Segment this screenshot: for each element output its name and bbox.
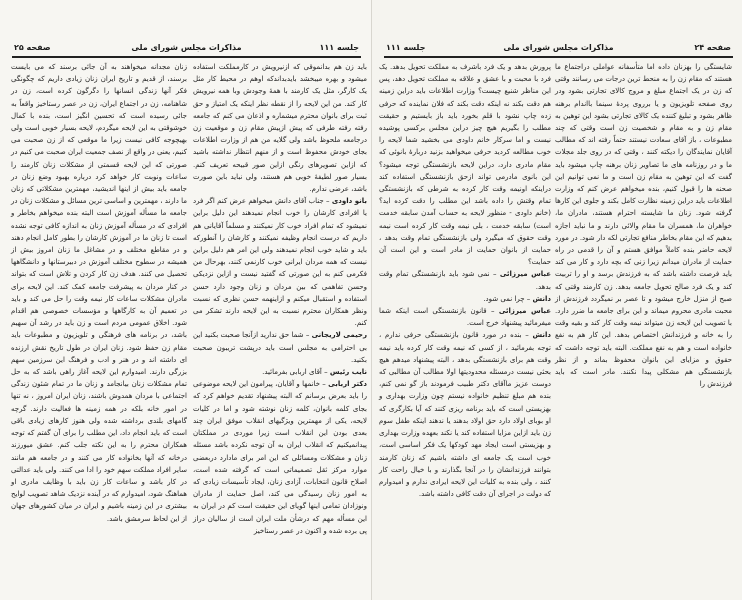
text-column-right: [193, 61, 367, 537]
text-column-left: [11, 61, 187, 525]
paragraph: [555, 61, 732, 390]
paragraph-text: قانون بازنشستگی است اینکه شما میفرمائید پیشنهاد خرج است.: [379, 307, 551, 328]
speaker-name: بانو داودی: [331, 197, 368, 206]
text-column-left: [379, 61, 551, 500]
speaker-name: نایب رئیس: [329, 368, 367, 377]
paragraph: [193, 61, 367, 195]
speaker-name: عباس میرزائی: [498, 307, 551, 316]
paragraph-text: جناب آقای دانش میخواهم عرض کنم اگر فرد یا افرادی کارشان را خوب انجام نمیدهند این دلیل براین نمیشود که تمام افراد خوب کار نمیکنند و مسلماً آقایانی هم داریم که درست انجام وظیفه نمیکنند و کارشان را آنطورکه باید و شاید خوب انجام نمیدهند ولی این امر هم دلیل براین نیست که همه مردان ایرانی خوب کارنمی کنند، بهرحال من فکرمی کنم به این صورتی که گفتید نیست و ازاین نزدیکی وحسن تفاهمی که بین مردان و زنان وجود دارد حسن استفاده و استقبال میکنم و ازاینهمه حسن نظری که نسبت ونظر همکاران محترم نسبت به این لایحه دارند تشکر می کنم.: [193, 197, 367, 328]
paragraph: عباس میرزائی – قانون بازنشستگی است اینکه شما میفرمائید پیشنهاد خرج است.: [379, 307, 551, 328]
page-header: [384, 42, 733, 58]
page-header: [12, 42, 361, 58]
paragraph: [379, 61, 551, 268]
paragraph-text: باید زن هم بدانموقی که ازنیرویش در کارمملکت استفاده میشود و بهره میبخشد بایدبداندکه اوهم در محیط کار مثل یک کارگر، مثل یک کارمند با همهٔ وجودش وبا همه نیرویش کار کند. من این لایحه را از نقطه نظر اینکه یک امتیاز و حق ثبت برای بانوان محترم میشماره و اذعان می کنم که جامعه رفته رفته طرفی که پیش ازپیش مقام زن و موقعیت زن درجامعه ملحوظ باشد ولی گلایه من هم از وزارت اطلاعات بجای خودش محفوظ است و از منهم انتظار نداشته باشید که ازاین تصویرهای رنگی ازاین صور قبیحه تعریف کنم. بسیار صور لطیفهٔ خوبی هم هستند، ولی نباید باین صورت باشد، عرضی ندارم.: [193, 63, 367, 194]
paragraph-text: بنده در مورد قانون بازنشستگی حرفی ندارم ، توجه بفرمائید ، از کسی که نیمه وقت کار کرده باید نیمه وقت هم برای بازنشستگی بدهد ، البته پیشنهاد میدهم هیچ بحثی نیست درمسئله محدودیتها اولا مطالب آن مطالبی که دوست عزیز ماآقای دکتر طبیب فرمودند باز گو نمی کنم، بنده هم مبلغ تنظیم خانواده نیستم چون وزارت بهداری و بهزیستی است که باید برنامه ریزی کنند که آیا بکارگری که او بوبای اولاد دارد حق اولاد بدهند یا ندهند اینکه طفل سوم زن باید ازاین مزایا استفاده کند یا نکند بعهده وزارت بهداری و بهزیستی است ایجاد مهد کودکها یک فکر اساسی است، خوب است یک جامعه ای داشته باشیم که زنان کارمند بتوانند فرزندانشان را در آنجا بگذارند و با خیال راحت کار کنند ، ولی بنده به کلیات این لایحه ایرادی ندارم و امیدوارم که دولت در اجرای آن دقت کافی داشته باشد.: [379, 331, 551, 499]
paragraph: رحیمی لاریجانی – شما حق ندارید ازآنجا صحبت بکنید این بی احترامی به مجلس است باید درپشت تریبون صحبت بکنید.: [193, 331, 368, 364]
paragraph-text: شما حق ندارید ازآنجا صحبت بکنید این بی احترامی به مجلس است باید درپشت تریبون صحبت بکنید.: [193, 331, 367, 364]
paragraph-text: خانمها و آقایان، پیرامون این لایحه موضوعی را باید بعرض برسانم که البته پیشنهاد تقدیم خواهم کرد که بجای کلمه بانوان، کلمه زنان نوشته شود و اما در کلیات لایحه، یکی از مهمترین ویژگیهای انقلاب موفق ایران چند بعدی بودن این انقلاب است زیرا موردی در مملکتان پیدانمیکنیم که انقلاب ایران به آن توجه نکرده باشد مسئله زنان و مشکلات ومسائلی که این امر برای مادارد دربعضی موارد مرکز ثقل تصمیماتی است که گرفته شده است، اصلاح قانون انتخابات، آزادی زنان، ایجاد تأسیسات زیادی که به امور زنان رسیدگی می کند، اصل حمایت از مادران ونوزادان تمامی اینها گویای این حقیقت است کم در ایران به این مسأله مهم که درشأن ملت ایران است از سالیان دراز پی برده شده و اکنون در عصر رستاخیز: [193, 380, 367, 535]
paragraph-text: آقای اربابی بفرمائید.: [262, 368, 322, 377]
speaker-name: رحیمی لاریجانی: [311, 331, 368, 340]
running-title: مذاکرات مجلس شورای ملی: [131, 43, 242, 52]
paragraph: نایب رئیس – آقای اربابی بفرمائید.: [262, 368, 367, 377]
paragraph: بانو داودی – جناب آقای دانش میخواهم عرض کنم اگر فرد یا افرادی کارشان را خوب انجام نمیدهند این دلیل براین نمیشود که تمام افراد خوب کار نمیکنند و مسلماً آقایانی هم داریم که درست انجام وظیفه نمیکنند و کارشان را آنطورکه باید و شاید خوب انجام نمیدهند ولی این امر هم دلیل براین نیست که همه مردان ایرانی خوب کارنمی کنند، بهرحال من فکرمی کنم به این صورتی که گفتید نیست و ازاین نزدیکی وحسن تفاهمی که بین مردان و زنان وجود دارد حسن استفاده و استقبال میکنم و ازاینهمه حسن نظری که نسبت ونظر همکاران محترم نسبت به این لایحه دارند تشکر می کنم.: [193, 197, 368, 328]
paragraph-text: زنان مجدانه میخواهند به آن جائی برسند که می بایست برسند، از قدیم و تاریخ ایران زنان زیادی داریم که چگونگی فکر آنها زندگی انسانها را دگرگون کرده است، زن در شاهنامه، زن در اجتماع ایران، زن در عصر رستاخیز واقعاً به جائی رسیده است که تحسین انگیز است، بنده با کمال خوشوقتی به این لایحه میگردم، لایحه بسیار خوبی است ولی بهیچوجه کافی نیست زیرا ما موقعی که از زن صحبت می کنیم، یعنی در واقع از نصف جمعیت ایران صحبت می کنیم در صورتی که این لایحه قسمتی از مشکلات زنان کارمند را ساعات ونوبت کار خواهد کرد درباره بهبود وضع زنان در جامعه باید بیش از اینها اندیشید، مهمترین مشکلاتی که زنان ما دارند ، مهمترین و اساسی ترین مسائل و مشکلات زنان در جامعه ما مسأله آموزش است البته بنده میخواهم بخاطر و افرادی که در مسأله آموزش زنان به اندازه کافی توجه نشده است تا زنان ما در آموزش کارشان را بطور کامل انجام دهند و در مقاطع مختلف و در مشاغل ما زنان امروز بیش از همیشه در سطوح مختلف آموزش در دبیرستانها و دانشگاهها تحصیل می کنند. هدف زن کار کردن و تلاش است که بتواند در کنار مردان به پیشرفت جامعه کمک کند. این لایحه برای مادران مشکلات ساعات کار نیمه وقت را حل می کند و باید در تعمیم آن به کارگاهها و مؤسسات خصوصی هم اقدام شود. اخلاق عمومی مردم است و زن باید در رشد آن سهیم باشد، در برنامه های فرهنگی و تلویزیون و مطبوعات باید مقام زن حفظ شود. زنان ایران در طول تاریخ نقش ارزنده ای داشته اند و در هنر و ادب و فرهنگ این سرزمین سهم بزرگی دارند. امیدوارم این لایحه آغاز راهی باشد که به حل تمام مشکلات زنان بیانجامد و زنان ما در تمام شئون زندگی اجتماعی با مردان همدوش باشند، زنان ایران امروز ، نه تنها در امور خانه بلکه در همه زمینه ها فعالیت دارند. گرچه گامهای بلندی برداشته شده ولی هنوز کارهای زیادی باقی است که باید انجام داد، این مطلب را برای آن گفتم که توجه همکاران محترم را به این نکته جلب کنم. عشق میورزند درخانه که آنها بخانواده کار می کنند و در جامعه هم مانند سایر افراد مملکت سهم خود را ادا می کنند. ولی باید عدالتی در کار باشد و ساعات کار زن باید با وظایف مادری او هماهنگ شود، امیدوارم که در آینده نزدیک شاهد تصویب لوایح بیشتری در این زمینه باشیم و ایران در میان کشورهای جهان از این لحاظ سرمشق باشد.: [11, 63, 187, 523]
paragraph-text: نمی شود باید بازنشستگی تمام وقت بدهد.: [379, 270, 551, 291]
session-number: جلسه ۱۱۱: [319, 43, 359, 52]
paragraph-text: چرا نمی شود.: [483, 294, 525, 303]
speaker-name: عباس میرزائی: [499, 270, 552, 279]
text-column-right: [555, 61, 732, 390]
session-number: جلسه ۱۱۱: [386, 43, 426, 52]
paragraph: دانش – بنده در مورد قانون بازنشستگی حرفی ندارم ، توجه بفرمائید ، از کسی که نیمه وقت کار کرده باید نیمه وقت هم برای بازنشستگی بدهد ، البته پیشنهاد میدهم هیچ بحثی نیست درمسئله محدودیتها اولا مطالب آن مطالبی که دوست عزیز ماآقای دکتر طبیب فرمودند باز گو نمی کنم، بنده هم مبلغ تنظیم خانواده نیستم چون وزارت بهداری و بهزیستی است که باید برنامه ریزی کنند که آیا بکارگری که او بوبای اولاد دارد حق اولاد بدهند یا ندهند اینکه طفل سوم زن باید ازاین مزایا استفاده کند یا نکند بعهده وزارت بهداری و بهزیستی است ایجاد مهد کودکها یک فکر اساسی است، خوب است یک جامعه ای داشته باشیم که زنان کارمند بتوانند فرزندانشان را در آنجا بگذارند و با خیال راحت کار کنند ، ولی بنده به کلیات این لایحه ایرادی ندارم و امیدوارم که دولت در اجرای آن دقت کافی داشته باشد.: [379, 331, 552, 499]
paragraph: دانش – چرا نمی شود.: [483, 294, 551, 303]
paragraph: [11, 61, 187, 525]
paragraph-text: شایستگی را بهزنان داده اما متأسفانه عواملی دراجتماع ما هستند که مقام زن را به منحط ترین درجات می رسانند وقتی که زن در یک اجتماع مبلغ و مروج کالای تجارتی بشود ودر روی صفحه تلویزیون و یا برروی پردهٔ سینما بااندام برهنه ظاهر بشود و تبلیغ کننده یک کالای تجارتی بشود این توهین به مقام زن و به مقام و شخصیت زن است وقتی که چند مطبوعات ، باز آقای سعادت نیستند حتماً رفته اند که مطالب آقایان نمایندگان را دیکته کنند ، وقتی که در روی جلد مجلات ما و در روزنامه های ما تصاویر زنان برهنه چاپ میشود باید گفت که این توهین به مقام زن است و ما نمی توانیم این صحنه ها را قبول کنیم، بنده میخواهم عرض کنم که وزارت اطلاعات باید دراین زمینه نظارت کامل بکند و جلوی این کارها گرفته شود. زنان ما شایسته احترام هستند، مادران ما، خواهران ما، همسران ما مقام والائی دارند و ما نباید اجازه بدهیم که این مقام بخاطر منافع تجارتی لکه دار شود. در مورد لایحه حاضر بنده کاملاً موافق هستم و آن را قدمی در راه حمایت از مادران میدانم زیرا زنی که بچه دارد و کار می کند باید فرصت داشته باشد که به فرزندش برسد و او را تربیت کند و یک فرد صالح تحویل جامعه بدهد. زن کارمند وقتی که صبح از منزل خارج میشود و تا عصر بر نمیگردد فرزندش از محبت مادری محروم میماند و این برای جامعه ما ضرر دارد. با تصویب این لایحه زن میتواند نیمه وقت کار کند و بقیه وقت را به خانه و فرزندانش اختصاص بدهد. این کار هم به نفع خانواده است و هم به نفع مملکت. البته باید توجه داشت که حقوق و مزایای این بانوان محفوظ بماند و از نظر بازنشستگی هم مشکلی پیدا نکنند. مادر است که باید فرزندش را: [555, 63, 732, 389]
paragraph: عباس میرزائی – نمی شود باید بازنشستگی تمام وقت بدهد.: [379, 270, 552, 291]
paragraph: دکتر اربابی – خانمها و آقایان، پیرامون این لایحه موضوعی را باید بعرض برسانم که البته پیشنهاد تقدیم خواهم کرد که بجای کلمه بانوان، کلمه زنان نوشته شود و اما در کلیات لایحه، یکی از مهمترین ویژگیهای انقلاب موفق ایران چند بعدی بودن این انقلاب است زیرا موردی در مملکتان پیدانمیکنیم که انقلاب ایران به آن توجه نکرده باشد مسئله زنان و مشکلات ومسائلی که این امر برای مادارد دربعضی موارد مرکز ثقل تصمیماتی است که گرفته شده است، اصلاح قانون انتخابات، آزادی زنان، ایجاد تأسیسات زیادی که به امور زنان رسیدگی می کند، اصل حمایت از مادران ونوزادان تمامی اینها گویای این حقیقت است کم در ایران به این مسأله مهم که درشأن ملت ایران است از سالیان دراز پی برده شده و اکنون در عصر رستاخیز: [193, 380, 367, 535]
running-title: مذاکرات مجلس شورای ملی: [503, 43, 614, 52]
page-number: صفحه ۲۴: [694, 43, 731, 52]
speaker-name: دانش: [532, 294, 551, 303]
speaker-name: دانش: [532, 331, 552, 340]
right-page: [371, 0, 742, 600]
paragraph-text: پرورش بدهد و یک فرد باشرف به مملکت تحویل بدهد. یک فرد با محبت و با عشق و علاقه به مملکت تحویل دهد، پس این مناظر شنیع چیست؟ وزارت اطلاعات باید دراین زمینه هم دقت بکند نه اینکه دقت بکند که فلان نماینده که حرفی زده چاپ نشود با قلم بخورد باید باز بایستیم و حقیقت مطلب را بگیریم هیچ چیز دراین مجلس برکسی پوشیده نیست و اما سرکار خانم داودی می بخشید شما لایحه را خوب مطالعه کردید حرفی میخواهید بزنید دربارهٔ بانوئی که مقام مادری دارد، دراین لایحه بازنشستگی توجه میشود؟ این بانوی مادرمی تواند ازحق بازنشستگی استفاده کند دراینکه اونیمه وقت کار کرده به شرطی که بازنشستگی تمام وقتش را داده باشد این مطلب را دقت کرده اید؟ (خانم داودی - منظور لایحه به حساب آمدن سابقه خدمت است) سابقه خدمت ، بلی نیمه وقت کار کرده است نیمه وقت حقوق که میگیرد ولی بازنشستگی تمام وقت بدهد ، حمایت از بانوان حمایت از مادر است و این است آن حمایت؟: [379, 63, 551, 267]
page-number: صفحه ۲۵: [14, 43, 51, 52]
speaker-name: دکتر اربابی: [328, 380, 367, 389]
